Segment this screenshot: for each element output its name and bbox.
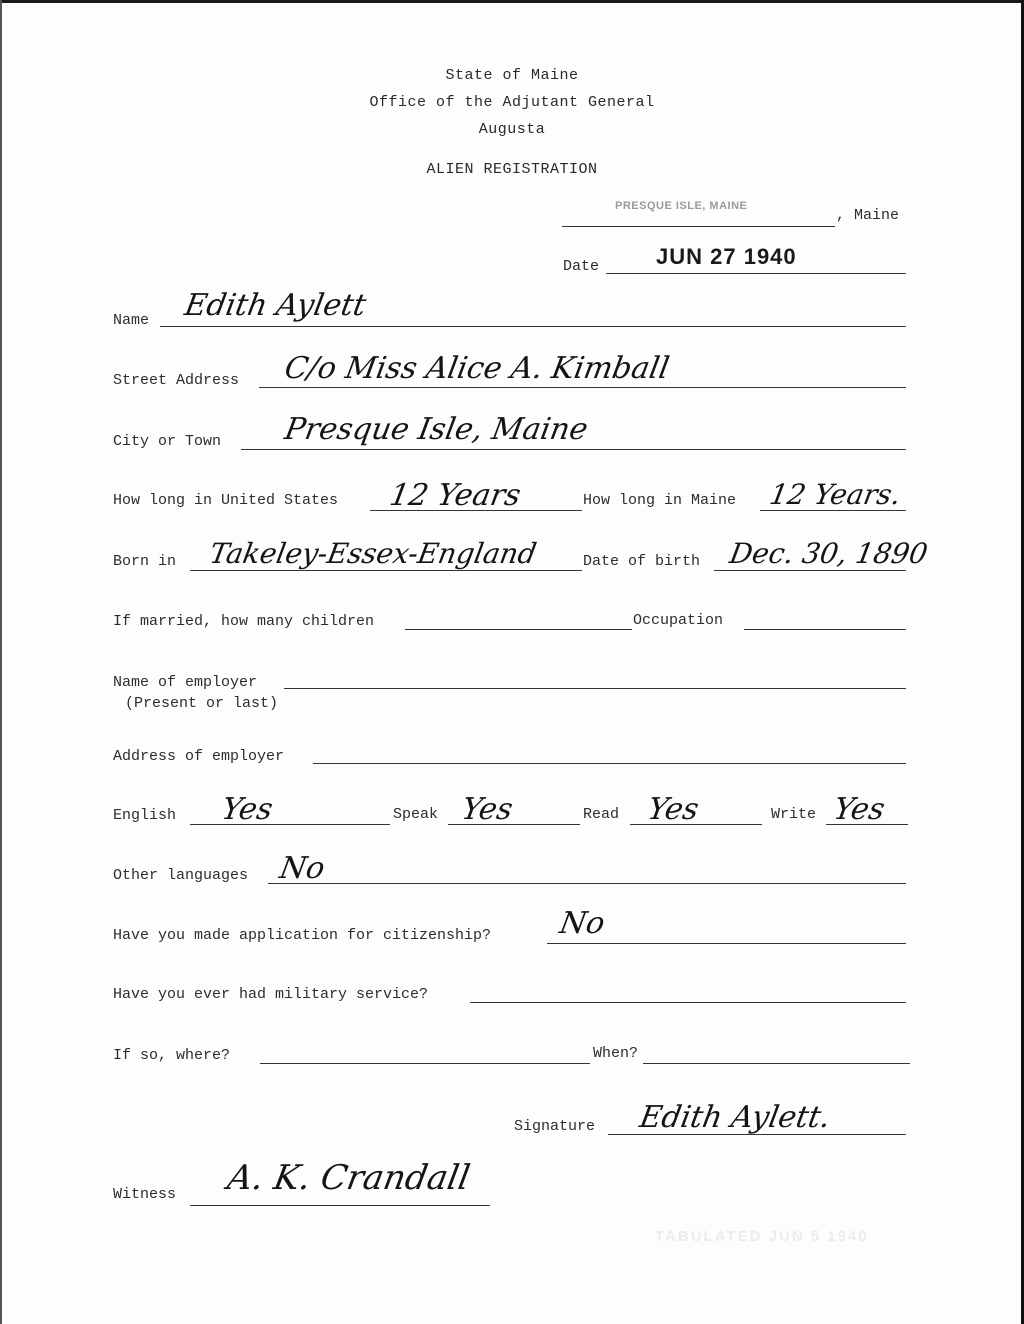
occupation-label: Occupation: [633, 612, 724, 629]
location-line: [562, 226, 835, 227]
name-label: Name: [113, 312, 150, 329]
location-stamp: PRESQUE ISLE, MAINE: [615, 200, 748, 212]
children-line: [405, 629, 632, 630]
citizenship-line: [547, 943, 906, 944]
military-line: [470, 1002, 906, 1003]
header-state: State of Maine: [445, 67, 579, 84]
signature-value: Edith Aylett.: [636, 1100, 834, 1135]
read-value: Yes: [644, 792, 702, 827]
city-label: City or Town: [113, 433, 222, 450]
faint-stamp: TABULATED JUN 5 1940: [655, 1228, 869, 1245]
street-value: C/o Miss Alice A. Kimball: [281, 351, 672, 386]
date-label: Date: [563, 258, 600, 275]
speak-value: Yes: [458, 792, 516, 827]
military-label: Have you ever had military service?: [113, 986, 429, 1003]
english-label: English: [113, 807, 177, 824]
where-label: If so, where?: [113, 1047, 231, 1064]
witness-value: A. K. Crandall: [224, 1158, 473, 1198]
city-line: [241, 449, 906, 450]
other-languages-label: Other languages: [113, 867, 249, 884]
employer-line: [284, 688, 906, 689]
speak-label: Speak: [393, 806, 439, 823]
street-line: [259, 387, 906, 388]
employer-address-label: Address of employer: [113, 748, 285, 765]
other-languages-line: [268, 883, 906, 884]
citizenship-label: Have you made application for citizenship?: [113, 927, 492, 944]
form-title: ALIEN REGISTRATION: [426, 161, 598, 178]
when-line: [643, 1063, 910, 1064]
how-long-us-value: 12 Years: [386, 478, 524, 513]
date-stamp: JUN 27 1940: [656, 244, 797, 269]
dob-label: Date of birth: [583, 553, 701, 570]
write-label: Write: [771, 806, 817, 823]
employer-label: Name of employer: [113, 674, 258, 691]
employer-address-line: [313, 763, 906, 764]
signature-label: Signature: [514, 1118, 596, 1135]
citizenship-value: No: [556, 906, 608, 941]
when-label: When?: [593, 1045, 639, 1062]
children-label: If married, how many children: [113, 613, 375, 630]
header-city: Augusta: [478, 121, 546, 138]
english-value: Yes: [218, 792, 276, 827]
read-label: Read: [583, 806, 620, 823]
how-long-maine-value: 12 Years.: [767, 478, 904, 511]
date-line: [606, 273, 906, 274]
how-long-maine-label: How long in Maine: [583, 492, 737, 509]
name-line: [160, 326, 906, 327]
scan-edge-left: [0, 0, 2, 1324]
header-office: Office of the Adjutant General: [369, 94, 655, 111]
employer-sublabel: (Present or last): [125, 695, 279, 712]
scan-edge-top: [0, 0, 1024, 3]
how-long-us-label: How long in United States: [113, 492, 339, 509]
occupation-line: [744, 629, 906, 630]
city-value: Presque Isle, Maine: [281, 412, 591, 447]
witness-label: Witness: [113, 1186, 177, 1203]
dob-line: [714, 570, 906, 571]
location-suffix: , Maine: [836, 207, 900, 224]
write-value: Yes: [830, 792, 888, 827]
other-languages-value: No: [276, 851, 328, 886]
born-in-line: [190, 570, 582, 571]
born-in-value: Takeley-Essex-England: [207, 537, 539, 570]
born-in-label: Born in: [113, 553, 177, 570]
name-value: Edith Aylett: [181, 288, 369, 323]
street-label: Street Address: [113, 372, 240, 389]
dob-value: Dec. 30, 1890: [727, 537, 931, 570]
witness-line: [190, 1205, 490, 1206]
where-line: [260, 1063, 590, 1064]
